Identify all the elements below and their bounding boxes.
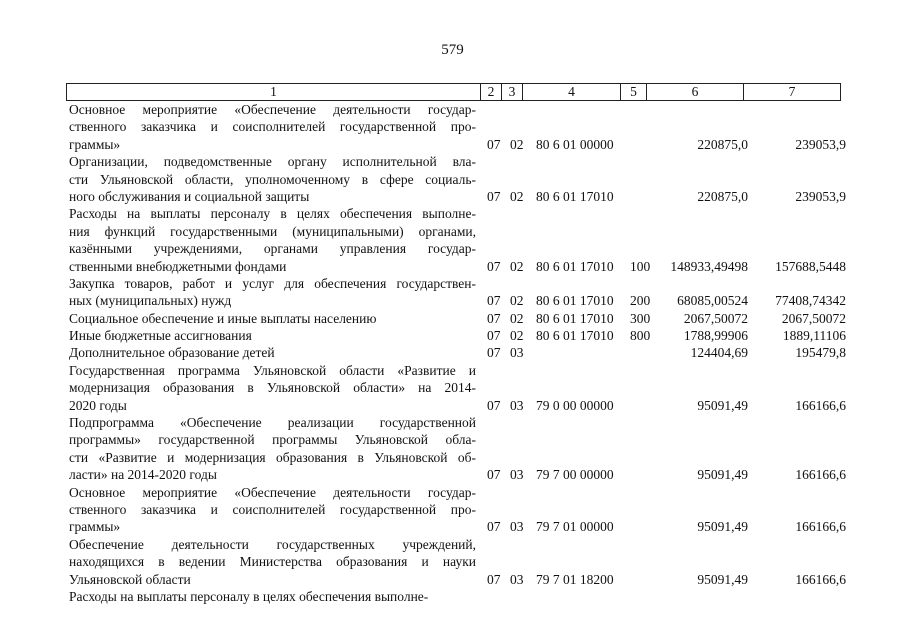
cell-c6: 95091,49 [697,467,748,483]
description-line: сти «Развитие и модернизация образования в Ульяновской об- [69,449,476,465]
row-description [69,536,476,588]
cell-c7: 195479,8 [795,345,846,361]
cell-c6: 95091,49 [697,397,748,413]
table-row [0,362,905,414]
cell-c7: 1889,11106 [782,328,846,344]
cell-c7: 77408,74342 [775,293,846,309]
cell-c6: 124404,69 [690,345,748,361]
row-description [69,588,476,605]
cell-c5: 100 [630,258,651,274]
cell-c2: 07 [487,328,501,344]
budget-table-body [0,101,905,605]
description-line: Расходы на выплаты персоналу в целях обеспечения выполне- [69,206,476,222]
cell-c7: 239053,9 [795,136,846,152]
header-col-5: 5 [621,84,647,101]
table-row [0,414,905,484]
cell-c7: 166166,6 [795,571,846,587]
cell-c3: 02 [510,328,524,344]
description-line: Организации, подведомственные органу исполнительной вла- [69,154,476,170]
cell-c4: 79 7 00 00000 [536,467,614,483]
cell-c2: 07 [487,345,501,361]
cell-c3: 03 [510,345,524,361]
cell-c7: 2067,50072 [781,310,846,326]
cell-c2: 07 [487,310,501,326]
cell-c6: 68085,00524 [677,293,748,309]
cell-c5: 300 [630,310,651,326]
cell-c7: 166166,6 [795,519,846,535]
table-row [0,310,905,327]
cell-c3: 03 [510,467,524,483]
cell-c6: 148933,49498 [670,258,748,274]
cell-c3: 02 [510,258,524,274]
cell-c3: 02 [510,310,524,326]
table-row [0,327,905,344]
description-line: Иные бюджетные ассигнования [69,328,252,344]
cell-c5: 200 [630,293,651,309]
description-line: граммы» [69,136,121,152]
table-row [0,153,905,205]
description-line: ласти» на 2014-2020 годы [69,467,217,483]
cell-c2: 07 [487,519,501,535]
header-col-6: 6 [647,84,744,101]
cell-c6: 1788,99906 [683,328,748,344]
cell-c4: 79 7 01 00000 [536,519,614,535]
cell-c4: 80 6 01 17010 [536,188,614,204]
cell-c4: 79 0 00 00000 [536,397,614,413]
row-description [69,344,476,361]
cell-c6: 95091,49 [697,519,748,535]
description-line: ственного заказчика и соисполнителей государственной про- [69,119,476,135]
header-col-4: 4 [523,84,621,101]
table-row [0,205,905,275]
row-description [69,362,476,414]
cell-c4: 80 6 01 17010 [536,328,614,344]
table-row [0,275,905,310]
description-line: Закупка товаров, работ и услуг для обеспечения государствен- [69,275,476,291]
description-line: граммы» [69,519,121,535]
table-row [0,484,905,536]
cell-c2: 07 [487,571,501,587]
cell-c4: 80 6 01 00000 [536,136,614,152]
cell-c2: 07 [487,136,501,152]
page-number: 579 [441,42,464,58]
cell-c4: 79 7 01 18200 [536,571,614,587]
description-line: сти Ульяновской области, уполномоченному в сфере социаль- [69,171,476,187]
cell-c3: 03 [510,571,524,587]
cell-c6: 95091,49 [697,571,748,587]
cell-c2: 07 [487,293,501,309]
description-line: Подпрограмма «Обеспечение реализации государственной [69,415,476,431]
description-line: ственными внебюджетными фондами [69,258,287,274]
header-col-1: 1 [67,84,481,101]
cell-c3: 02 [510,188,524,204]
cell-c2: 07 [487,467,501,483]
row-description [69,275,476,310]
cell-c7: 166166,6 [795,467,846,483]
cell-c6: 220875,0 [697,136,748,152]
cell-c7: 166166,6 [795,397,846,413]
row-description [69,101,476,153]
table-row [0,344,905,361]
cell-c6: 2067,50072 [683,310,748,326]
cell-c3: 03 [510,519,524,535]
cell-c6: 220875,0 [697,188,748,204]
cell-c4: 80 6 01 17010 [536,293,614,309]
row-description [69,310,476,327]
cell-c2: 07 [487,258,501,274]
description-line: модернизация образования в Ульяновской области» на 2014- [69,380,476,396]
description-line: Государственная программа Ульяновской области «Развитие и [69,362,476,378]
row-description [69,327,476,344]
row-description [69,153,476,205]
cell-c5: 800 [630,328,651,344]
cell-c4: 80 6 01 17010 [536,310,614,326]
column-header-row [66,83,841,101]
description-line: Социальное обеспечение и иные выплаты населению [69,310,377,326]
description-line: 2020 годы [69,397,127,413]
header-col-3: 3 [502,84,523,101]
description-line: ния функций государственными (муниципальными) органами, [69,223,476,239]
description-line: Основное мероприятие «Обеспечение деятельности государ- [69,484,476,500]
cell-c3: 02 [510,136,524,152]
description-line: ственного заказчика и соисполнителей государственной про- [69,501,476,517]
cell-c4: 80 6 01 17010 [536,258,614,274]
cell-c3: 03 [510,397,524,413]
description-line: ного обслуживания и социальной защиты [69,188,310,204]
description-line: Обеспечение деятельности государственных учреждений, [69,536,476,552]
cell-c2: 07 [487,188,501,204]
description-line: Ульяновской области [69,571,191,587]
row-description [69,414,476,484]
header-col-7: 7 [744,84,841,101]
description-line: программы» государственной программы Ульяновской обла- [69,432,476,448]
description-line: находящихся в ведении Министерства образования и науки [69,554,476,570]
table-row [0,536,905,588]
cell-c2: 07 [487,397,501,413]
description-line: Расходы на выплаты персоналу в целях обеспечения выполне- [69,588,429,604]
header-col-2: 2 [481,84,502,101]
table-row [0,588,905,605]
description-line: ных (муниципальных) нужд [69,293,232,309]
row-description [69,205,476,275]
cell-c7: 239053,9 [795,188,846,204]
description-line: Основное мероприятие «Обеспечение деятельности государ- [69,102,476,117]
table-row [0,101,905,153]
cell-c7: 157688,5448 [775,258,846,274]
description-line: казёнными учреждениями, органами управления государ- [69,241,476,257]
description-line: Дополнительное образование детей [69,345,275,361]
cell-c3: 02 [510,293,524,309]
row-description [69,484,476,536]
